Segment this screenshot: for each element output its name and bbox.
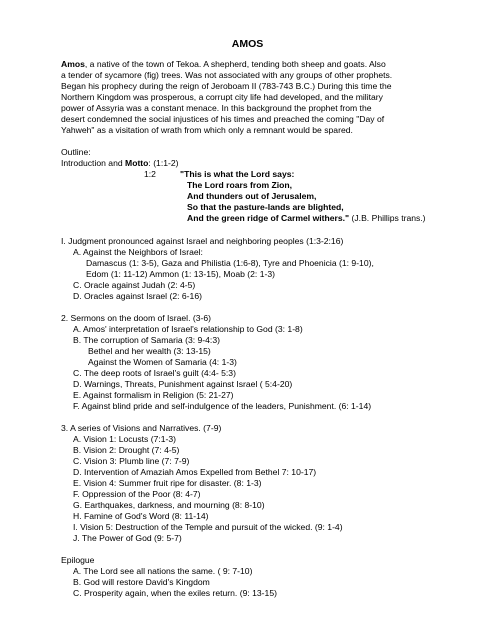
outline-intro-line	[61, 158, 179, 169]
outline-item: C. The deep roots of Israel's guilt (4:4- 5:3)	[73, 368, 236, 378]
outline-item: B. God will restore David's Kingdom	[73, 577, 210, 587]
outline-item: C. Prosperity again, when the exiles return. (9: 13-15)	[73, 588, 277, 598]
outline-item: F. Oppression of the Poor (8: 4-7)	[73, 489, 201, 499]
outline-item: E. Against formalism in Religion (5: 21-27)	[73, 390, 234, 400]
verse-line: And the green ridge of Carmel withers." (J.B. Phillips trans.)	[187, 213, 426, 223]
outline-item: D. Warnings, Threats, Punishment against Israel ( 5:4-20)	[73, 379, 293, 389]
verse-ref: 1:2	[144, 169, 156, 179]
section-heading: 3. A series of Visions and Narratives. (7-9)	[61, 423, 222, 433]
outline-intro-suffix: : (1:1-2)	[148, 158, 179, 168]
outline-item: A. The Lord see all nations the same. ( 9: 7-10)	[73, 566, 253, 576]
outline-item: Damascus (1: 3-5), Gaza and Philistia (1:6-8), Tyre and Phoenicia (1: 9-10),	[86, 258, 374, 268]
outline-item: E. Vision 4: Summer fruit ripe for disaster. (8: 1-3)	[73, 478, 262, 488]
section-heading: I. Judgment pronounced against Israel and neighboring peoples (1:3-2:16)	[61, 236, 344, 246]
intro-line-rest: , a native of the town of Tekoa. A shepherd, tending both sheep and goats. Also	[84, 59, 386, 69]
section-heading: Epilogue	[61, 555, 95, 565]
outline-item: A. Amos' interpretation of Israel's relationship to God (3: 1-8)	[73, 324, 303, 334]
outline-item: B. Vision 2: Drought (7: 4-5)	[73, 445, 180, 455]
outline-item: B. The corruption of Samaria (3: 9-4:3)	[73, 335, 220, 345]
outline-item: Bethel and her wealth (3: 13-15)	[88, 346, 211, 356]
verse-line: So that the pasture-lands are blighted,	[187, 202, 344, 212]
outline-item: A. Vision 1: Locusts (7:1-3)	[73, 434, 177, 444]
intro-name: Amos	[61, 59, 85, 69]
outline-intro-prefix: Introduction and	[61, 158, 126, 168]
outline-item: C. Vision 3: Plumb line (7: 7-9)	[73, 456, 190, 466]
outline-item: A. Against the Neighbors of Israel:	[73, 247, 203, 257]
section-heading: 2. Sermons on the doom of Israel. (3-6)	[61, 313, 211, 323]
outline-heading: Outline:	[61, 147, 91, 157]
intro-line	[61, 59, 386, 70]
outline-intro-bold: Motto	[125, 158, 149, 168]
outline-item: J. The Power of God (9: 5-7)	[73, 533, 182, 543]
intro-line: a tender of sycamore (fig) trees. Was not associated with any groups of other prophets.	[61, 70, 393, 80]
outline-item: D. Oracles against Israel (2: 6-16)	[73, 291, 202, 301]
outline-item: Against the Women of Samaria (4: 1-3)	[88, 357, 237, 367]
verse-attribution: (J.B. Phillips trans.)	[349, 213, 426, 223]
intro-line: Began his prophecy during the reign of Jeroboam II (783-743 B.C.) During this time the	[61, 81, 392, 91]
outline-item: H. Famine of God's Word (8: 11-14)	[73, 511, 209, 521]
verse-line: The Lord roars from Zion,	[187, 180, 293, 190]
outline-item: G. Earthquakes, darkness, and mourning (8: 8-10)	[73, 500, 265, 510]
intro-line: desert condemned the social injustices of his times and preached the coming "Day of	[61, 114, 385, 124]
outline-item: I. Vision 5: Destruction of the Temple and pursuit of the wicked. (9: 1-4)	[73, 522, 343, 532]
intro-line: power of Assyria was a constant menace. In this background the prophet from the	[61, 103, 372, 113]
verse-line: And thunders out of Jerusalem,	[187, 191, 317, 201]
page-title: AMOS	[231, 38, 264, 50]
outline-item: F. Against blind pride and self-indulgence of the leaders, Punishment. (6: 1-14)	[73, 401, 372, 411]
outline-item: Edom (1: 11-12) Ammon (1: 13-15), Moab (2: 1-3)	[86, 269, 275, 279]
verse-line: "This is what the Lord says:	[180, 169, 295, 179]
outline-item: D. Intervention of Amaziah Amos Expelled from Bethel 7: 10-17)	[73, 467, 317, 477]
intro-line: Northern Kingdom was prosperous, a corrupt city life had developed, and the military	[61, 92, 383, 102]
outline-item: C. Oracle against Judah (2: 4-5)	[73, 280, 196, 290]
intro-line: Yahweh" as a visitation of wrath from which only a remnant would be spared.	[61, 125, 353, 135]
